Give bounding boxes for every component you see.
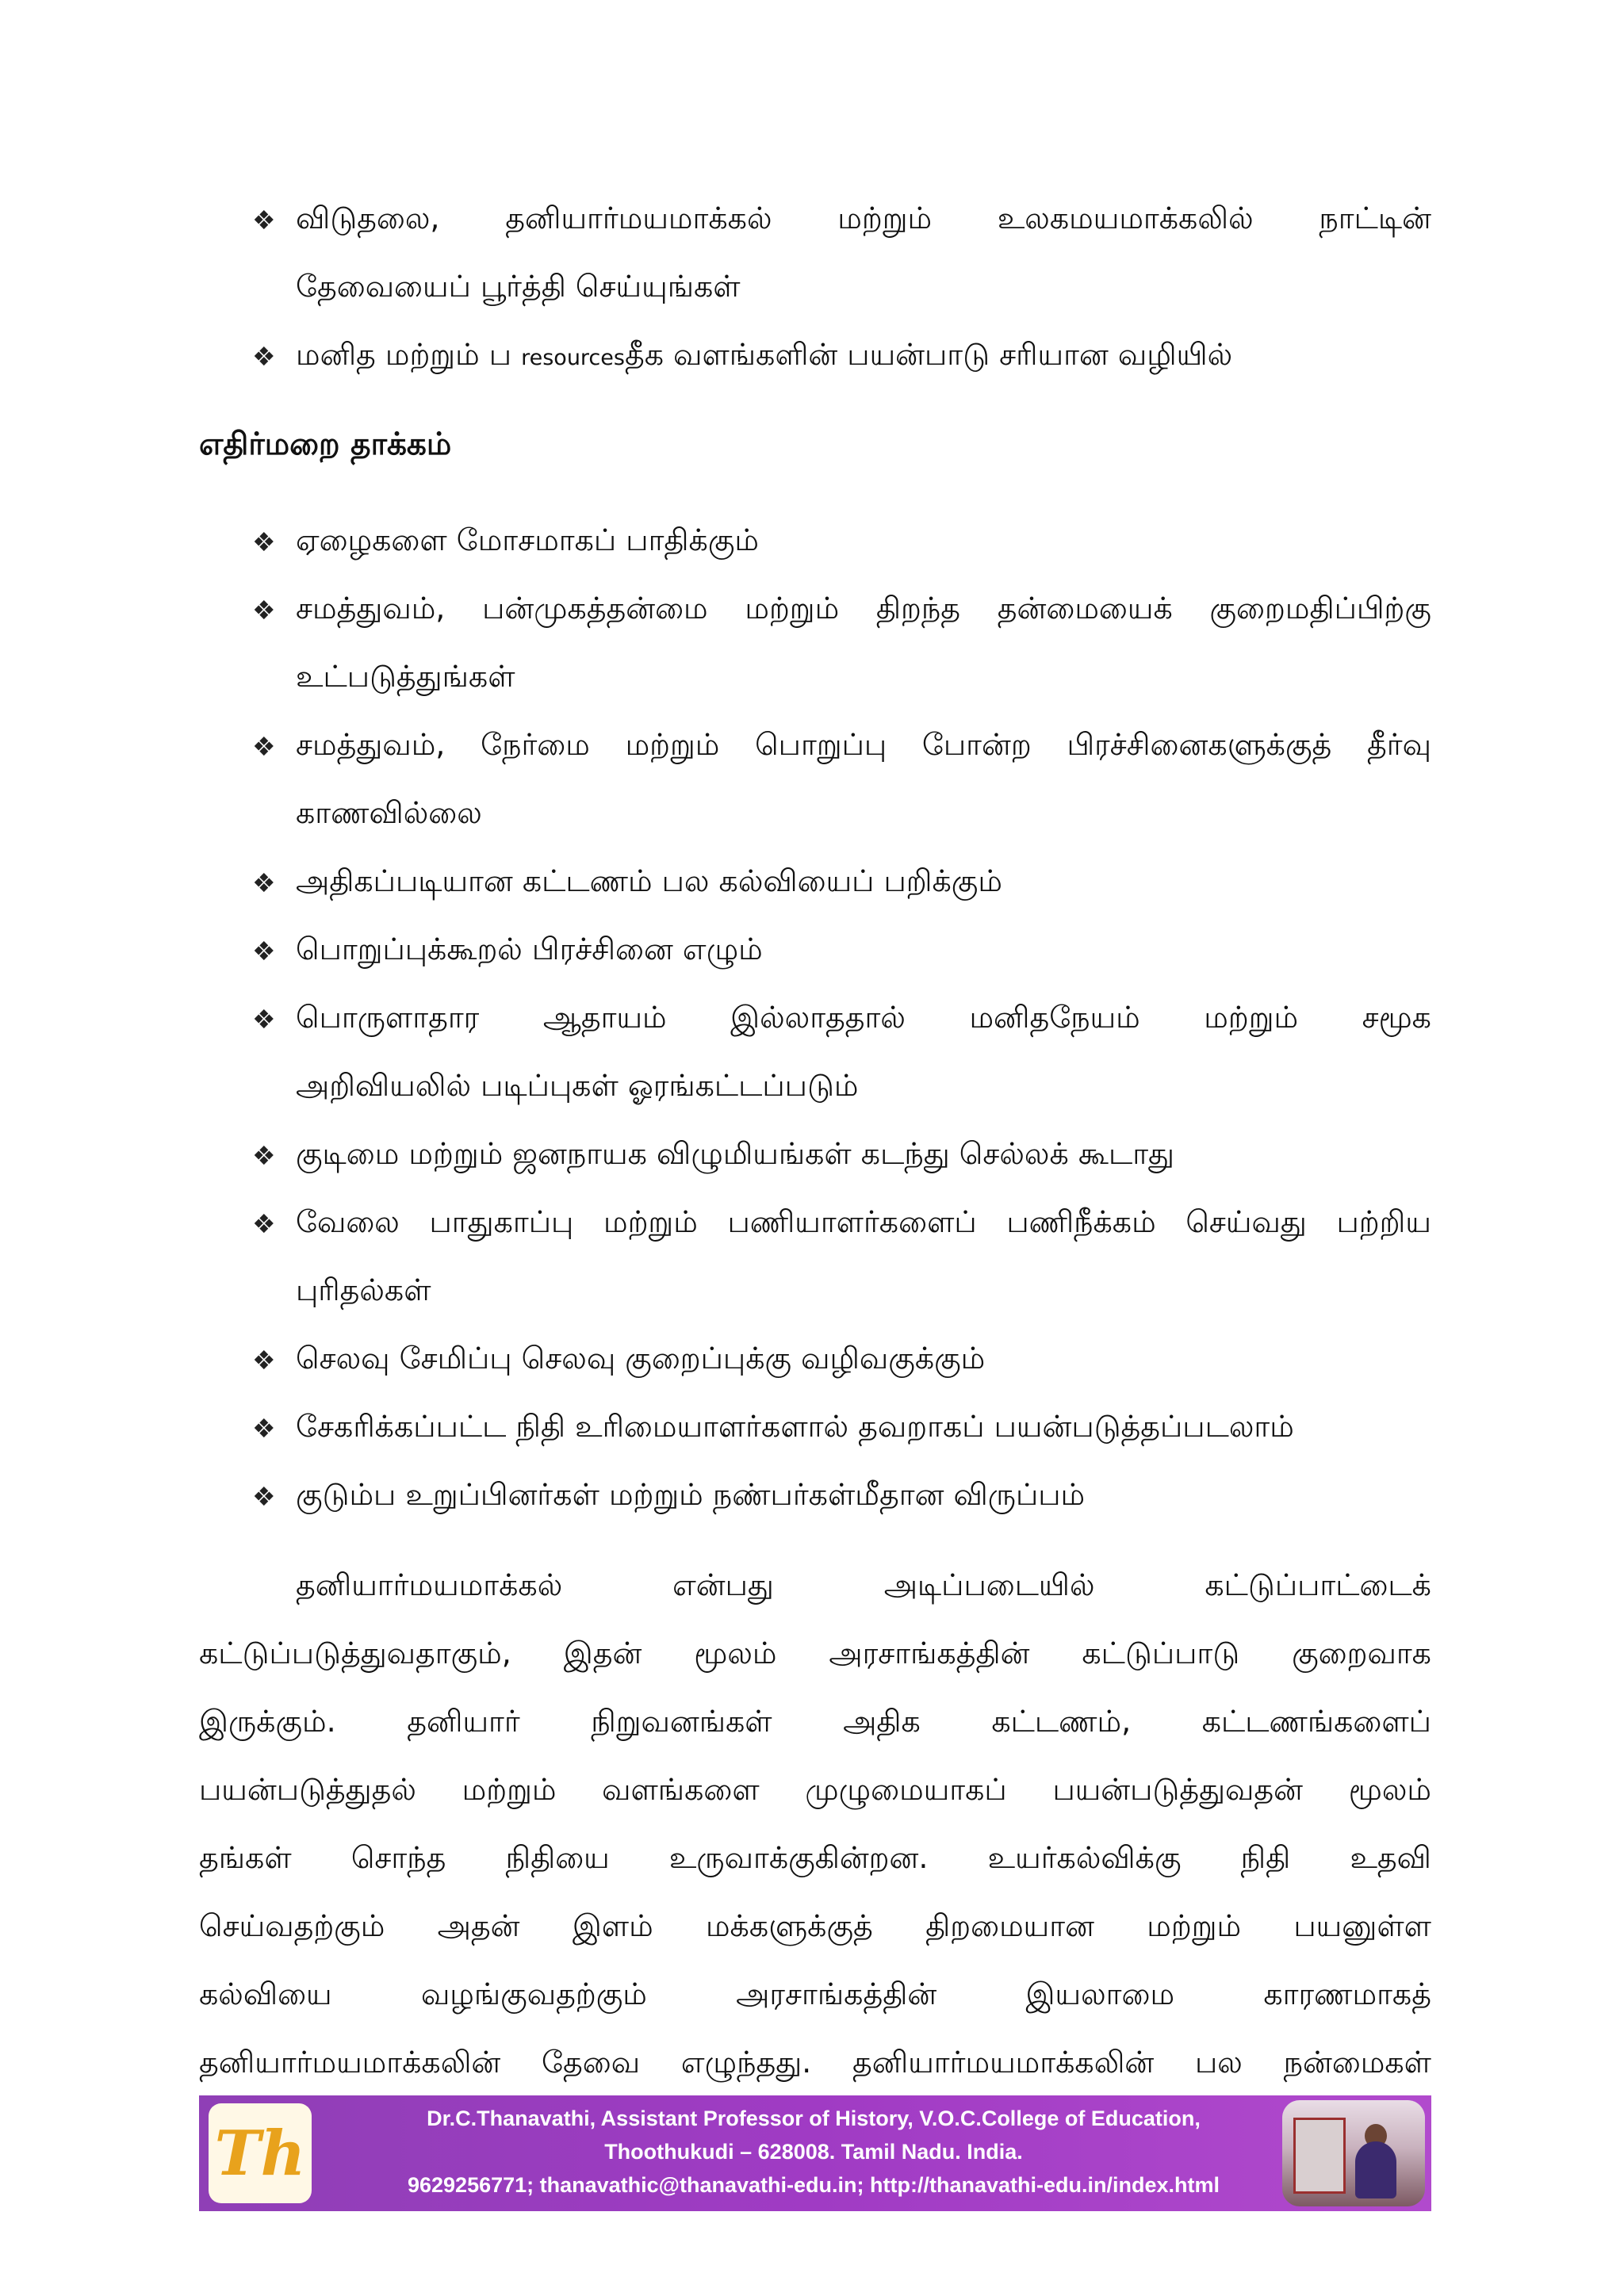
bullet-icon: ❖ [252,936,276,966]
word: அடிப்படையில் [883,1567,1095,1602]
bullet-icon: ❖ [252,595,276,626]
text-part: resources [521,346,625,370]
word: பயன்படுத்துவதன் [1052,1772,1304,1807]
word: சமத்துவம், [296,591,446,626]
photo-person [1355,2141,1396,2198]
word: தேவை [542,2045,641,2080]
word: பயனுள்ள [1293,1908,1431,1943]
word: நிதியை [505,1840,610,1875]
word: பொருளாதார [296,1000,480,1035]
word: கட்டணங்களைப் [1201,1704,1431,1739]
paragraph-line [199,1770,1431,1809]
word: மற்றும் [462,1772,557,1807]
word: பயன்படுத்துதல் [199,1772,416,1807]
word: அரசாங்கத்தின் [736,1976,937,2011]
word: மற்றும் [1147,1908,1242,1943]
word: திறந்த [875,591,961,626]
word: விடுதலை, [296,201,440,235]
paragraph-line [199,1701,1431,1741]
word: கல்வியை [199,1976,332,2011]
word: மனிதநேயம் [969,1000,1140,1035]
paragraph-line [199,1633,1431,1673]
bullet-line [296,1202,1431,1242]
bullet-continuation: தேவையைப் பூர்த்தி செய்யுங்கள் [296,269,741,304]
word: கட்டுப்பாடு [1082,1636,1240,1670]
bullet-icon: ❖ [252,1140,276,1171]
bullet-text: குடிமை மற்றும் ஜனநாயக விழுமியங்கள் கடந்து செல்லக் கூடாது [296,1136,1175,1171]
word: அதிக [843,1704,921,1739]
bullet-text: பொறுப்புக்கூறல் பிரச்சினை எழும் [296,932,763,966]
word: பிரச்சினைகளுக்குத் [1067,727,1332,762]
word: என்பது [672,1567,774,1602]
bullet-line [296,588,1431,628]
bullet-continuation: அறிவியலில் படிப்புகள் ஓரங்கட்டப்படும் [296,1068,859,1103]
word: உருவாக்குகின்றன. [668,1840,929,1875]
word: மக்களுக்குத் [705,1908,873,1943]
word: மூலம் [1348,1772,1431,1807]
word: கட்டுப்பாட்டைக் [1205,1567,1431,1602]
word: திறமையான [925,1908,1094,1943]
word: மற்றும் [745,591,840,626]
word: பொறுப்பு [755,727,887,762]
word: மூலம் [694,1636,777,1670]
paragraph-line [199,1838,1431,1877]
word: தன்மையைக் [997,591,1173,626]
word: உதவி [1350,1840,1431,1875]
bullet-continuation: புரிதல்கள் [296,1272,431,1307]
word: தனியார்மயமாக்கலின் [852,2045,1155,2080]
word: கட்டுப்படுத்துவதாகும், [199,1636,511,1670]
text-part: மனித மற்றும் ப [296,337,512,372]
word: உயர்கல்விக்கு [987,1840,1182,1875]
word: குறைமதிப்பிற்கு [1209,591,1431,626]
word: நேர்மை [481,727,590,762]
word: செய்வதற்கும் [199,1908,385,1943]
word: பன்முகத்தன்மை [482,591,708,626]
bullet-icon: ❖ [252,341,276,372]
word: பணியாளர்களைப் [727,1204,977,1239]
word: தங்கள் [199,1840,292,1875]
word: இயலாமை [1025,1976,1175,2011]
footer-contact-line: 9629256771; thanavathic@thanavathi-edu.in; http://thanavathi-edu.in/index.html [407,2173,1220,2197]
word: சொந்த [350,1840,446,1875]
word: உலகமயமாக்கலில் [997,201,1254,235]
bullet-continuation: காணவில்லை [296,795,482,830]
bullet-icon: ❖ [252,1004,276,1035]
bullet-icon: ❖ [252,205,276,235]
word: செய்வது [1185,1204,1307,1239]
bullet-text [296,335,1232,378]
word: பற்றிய [1336,1204,1431,1239]
bullet-text: சேகரிக்கப்பட்ட நிதி உரிமையாளர்களால் தவறாகப் பயன்படுத்தப்படலாம் [296,1409,1294,1444]
word: அதன் [437,1908,520,1943]
bullet-text: ஏழைகளை மோசமாகப் பாதிக்கும் [296,522,759,557]
bullet-icon: ❖ [252,867,276,898]
bullet-icon: ❖ [252,1481,276,1512]
word: எழுந்தது. [680,2045,812,2080]
word: மற்றும் [603,1204,698,1239]
word: மற்றும் [625,727,720,762]
word: இல்லாததால் [730,1000,906,1035]
photo-shelf [1293,2118,1346,2194]
paragraph-line [199,1974,1431,2014]
word: போன்ற [921,727,1032,762]
bullet-continuation: உட்படுத்துங்கள் [296,659,515,694]
bullet-icon: ❖ [252,731,276,762]
word: சமத்துவம், [296,727,446,762]
word: மற்றும் [837,201,933,235]
word: வளங்களை [602,1772,760,1807]
bullet-text: செலவு சேமிப்பு செலவு குறைப்புக்கு வழிவகுக்கும் [296,1341,986,1376]
author-photo [1282,2100,1425,2206]
word: இருக்கும். [199,1704,336,1739]
word: தீர்வு [1367,727,1431,762]
bullet-line [296,725,1431,764]
word: இளம் [572,1908,653,1943]
word: வேலை [296,1204,400,1239]
word: முழுமையாகப் [805,1772,1007,1807]
word: நாட்டின் [1319,201,1431,235]
word: மற்றும் [1204,1000,1299,1035]
word: தனியார் [407,1704,520,1739]
footer-banner [199,2095,1431,2211]
section-heading: எதிர்மறை தாக்கம் [199,427,452,462]
bullet-icon: ❖ [252,1413,276,1444]
word: பாதுகாப்பு [429,1204,574,1239]
word: பணிநீக்கம் [1006,1204,1156,1239]
word: தனியார்மயமாக்கல் [296,1567,563,1602]
bullet-icon: ❖ [252,526,276,557]
text-part: தீக வளங்களின் பயன்பாடு சரியான வழியில் [624,337,1233,372]
bullet-line [296,997,1431,1037]
paragraph-line [199,2042,1431,2082]
word: நிதி [1240,1840,1291,1875]
word: சமூக [1362,1000,1431,1035]
paragraph-line [296,1565,1431,1605]
word: காரணமாகத் [1263,1976,1431,2011]
bullet-text: குடும்ப உறுப்பினர்கள் மற்றும் நண்பர்கள்மீதான விருப்பம் [296,1477,1086,1512]
word: நன்மைகள் [1283,2045,1431,2080]
logo: Th [209,2103,312,2203]
paragraph-line [199,1906,1431,1946]
word: குறைவாக [1292,1636,1431,1670]
word: பல [1195,2045,1243,2080]
word: கட்டணம், [991,1704,1132,1739]
word: இதன் [563,1636,642,1670]
bullet-icon: ❖ [252,1208,276,1239]
word: தனியார்மயமாக்கல் [505,201,772,235]
bullet-icon: ❖ [252,1345,276,1376]
bullet-line [296,198,1431,238]
word: அரசாங்கத்தின் [829,1636,1030,1670]
footer-address-line: Thoothukudi – 628008. Tamil Nadu. India. [604,2140,1023,2164]
bullet-text: அதிகப்படியான கட்டணம் பல கல்வியைப் பறிக்கும் [296,863,1002,898]
footer-author-line: Dr.C.Thanavathi, Assistant Professor of History, V.O.C.College of Education, [427,2107,1201,2130]
word: நிறுவனங்கள் [591,1704,772,1739]
word: தனியார்மயமாக்கலின் [199,2045,501,2080]
word: ஆதாயம் [542,1000,667,1035]
word: வழங்குவதற்கும் [420,1976,647,2011]
